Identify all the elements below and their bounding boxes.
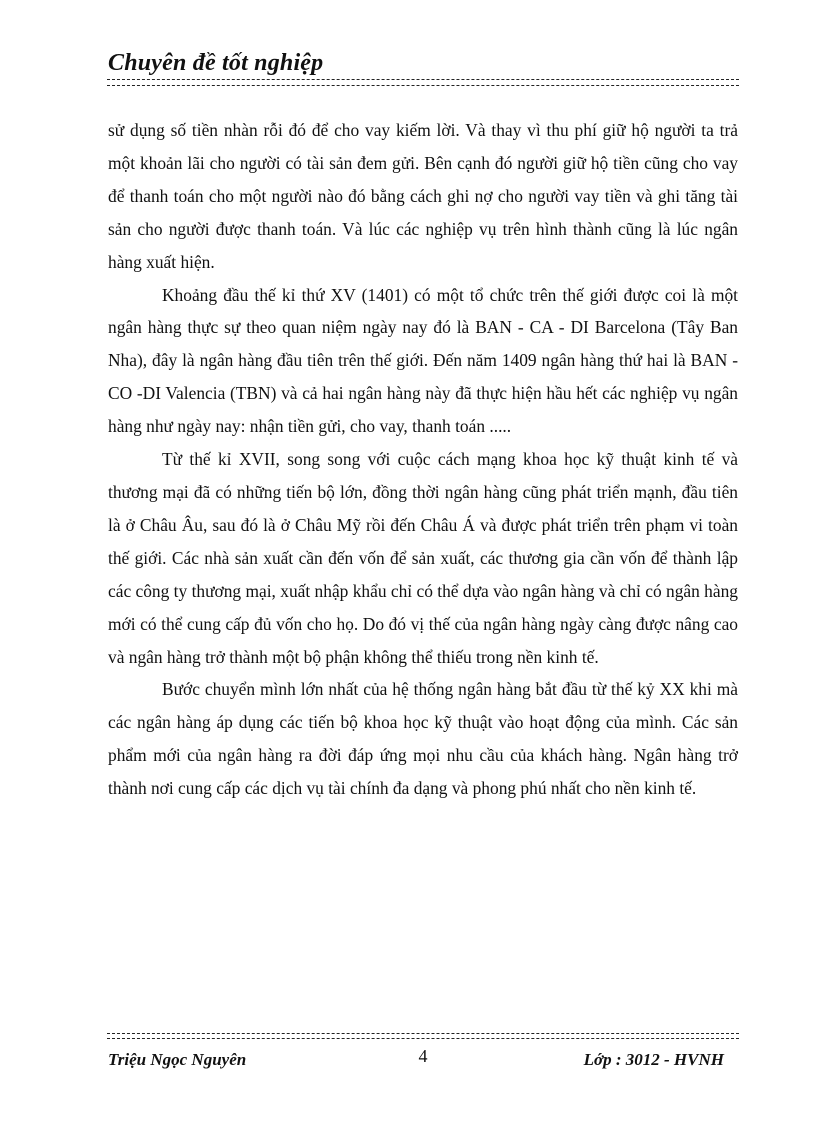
footer-divider	[107, 1038, 739, 1039]
body-paragraph: sử dụng số tiền nhàn rỗi đó để cho vay kiếm lời. Và thay vì thu phí giữ hộ người ta trả một khoản lãi cho người có tài sản đem gửi. Bên cạnh đó người giữ hộ tiền cũng cho vay để thanh toán cho một người nào đó bằng cách ghi nợ cho người vay tiền và ghi tăng tài sản cho người được thanh toán. Và lúc các nghiệp vụ trên hình thành cũng là lúc ngân hàng xuất hiện.	[108, 120, 738, 272]
page-number: 4	[418, 1046, 428, 1066]
body-paragraph: Từ thế kỉ XVII, song song với cuộc cách mạng khoa học kỹ thuật kinh tế và thương mại đã có những tiến bộ lớn, đồng thời ngân hàng cũng phát triển mạnh, đầu tiên là ở Châu Âu, sau đó là ở Châu Mỹ rồi đến Châu Á và được phát triển trên phạm vi toàn thế giới. Các nhà sản xuất cần đến vốn để sản xuất, các thương gia cần vốn để thành lập các công ty thương mại, xuất nhập khẩu chỉ có thể dựa vào ngân hàng và chỉ có ngân hàng mới có thể cung cấp đủ vốn cho họ. Do đó vị thế của ngân hàng ngày càng được nâng cao và ngân hàng trở thành một bộ phận không thể thiếu trong nền kinh tế.	[108, 449, 738, 667]
header-divider	[107, 79, 739, 80]
footer-class-label: Lớp : 3012 - HVNH	[583, 1050, 724, 1069]
footer-author: Triệu Ngọc Nguyên	[108, 1050, 247, 1069]
page-header-title: Chuyên đề tốt nghiệp	[108, 50, 324, 76]
footer-divider	[107, 1033, 739, 1034]
body-paragraph: Bước chuyển mình lớn nhất của hệ thống ngân hàng bắt đầu từ thế kỷ XX khi mà các ngân hàng áp dụng các tiến bộ khoa học kỹ thuật vào hoạt động của mình. Các sản phẩm mới của ngân hàng ra đời đáp ứng mọi nhu cầu của khách hàng. Ngân hàng trở thành nơi cung cấp các dịch vụ tài chính đa dạng và phong phú nhất cho nền kinh tế.	[108, 679, 738, 799]
document-body	[108, 114, 738, 805]
header-divider	[107, 85, 739, 86]
body-paragraph: Khoảng đầu thế kỉ thứ XV (1401) có một tổ chức trên thế giới được coi là một ngân hàng thực sự theo quan niệm ngày nay đó là BAN - CA - DI Barcelona (Tây Ban Nha), đây là ngân hàng đầu tiên trên thế giới. Đến năm 1409 ngân hàng thứ hai là BAN -CO -DI Valencia (TBN) và cả hai ngân hàng này đã thực hiện hầu hết các nghiệp vụ ngân hàng như ngày nay: nhận tiền gửi, cho vay, thanh toán .....	[108, 284, 738, 437]
